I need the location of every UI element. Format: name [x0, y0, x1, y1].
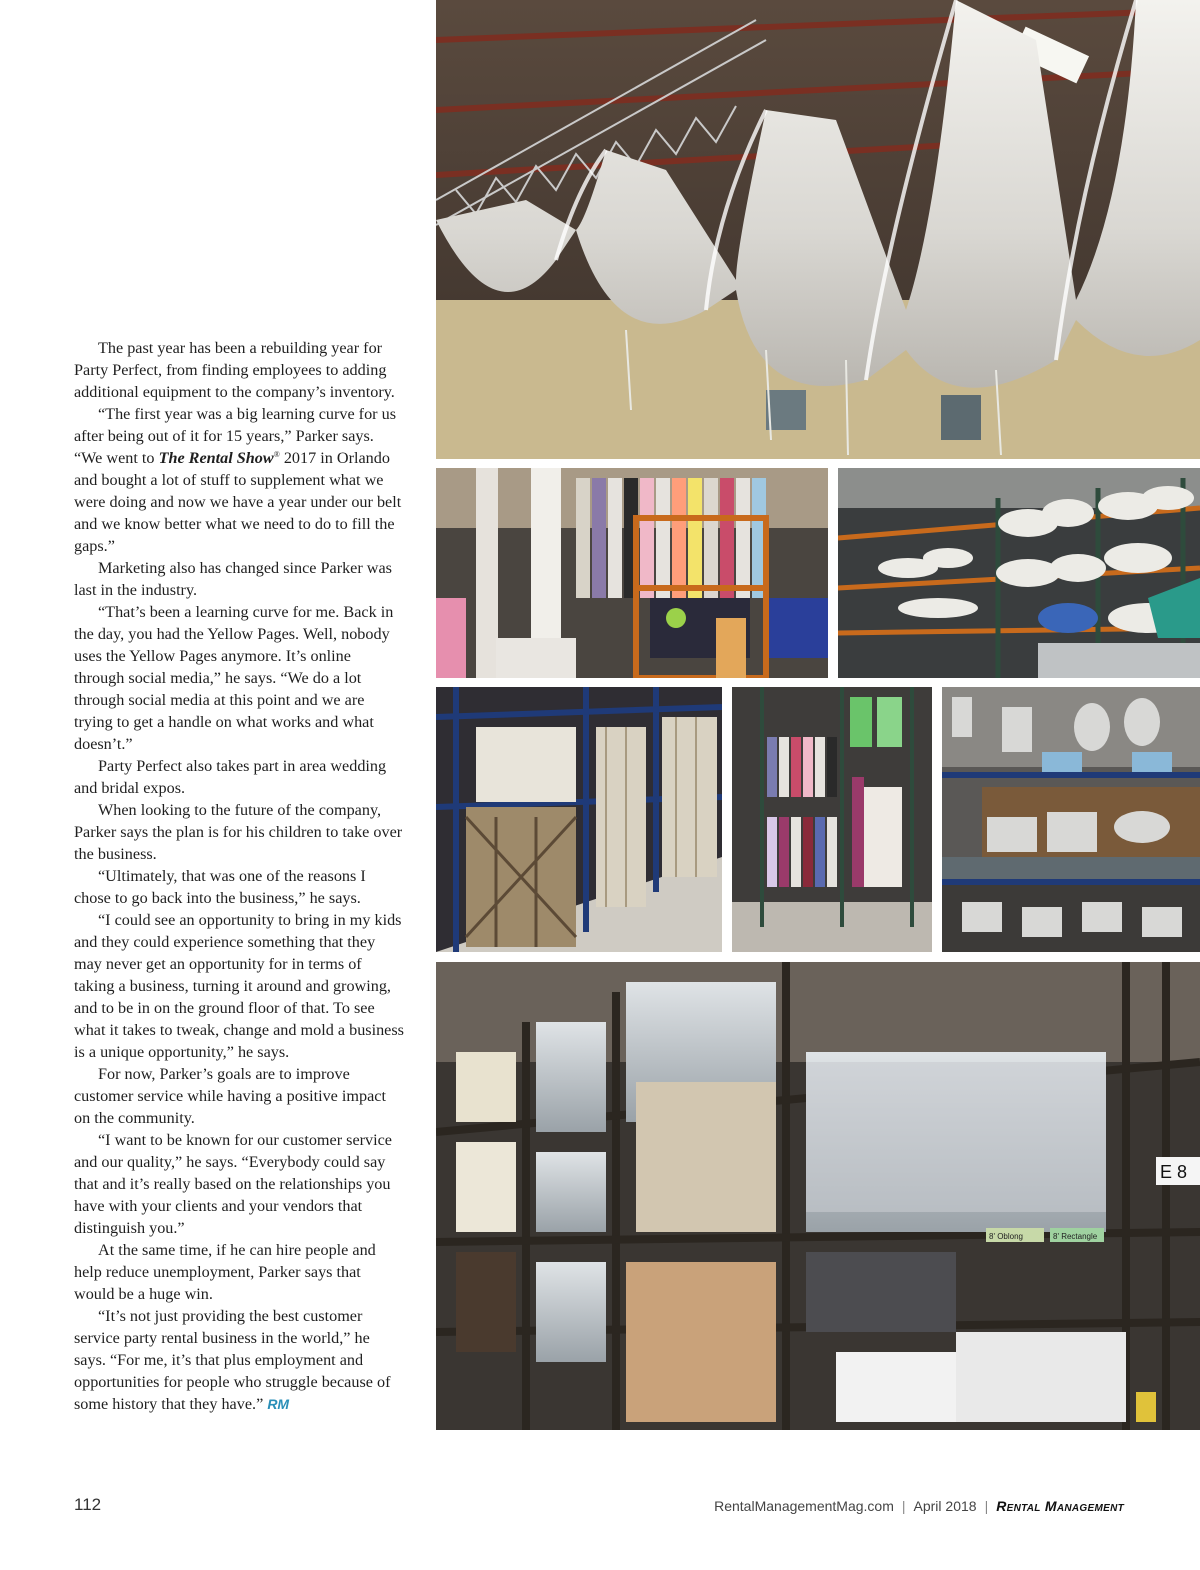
paragraph: When looking to the future of the company, Parker says the plan is for his children to take over the business.	[74, 801, 403, 863]
paragraph: “That’s been a learning curve for me. Back in the day, you had the Yellow Pages. Well, nobody uses the Yellow Pages anymore. It’s online through social media,” he says. “We do a lot through social media at this point and we are trying to get a handle on what works and what doesn’t.”	[74, 603, 394, 753]
paragraph: The past year has been a rebuilding year for Party Perfect, from finding employees to adding additional equipment to the company’s inventory.	[74, 339, 395, 401]
photo-wrapped-tables	[436, 962, 1200, 1430]
paragraph-text: 2017 in Orlando and bought a lot of stuff to supplement what we were doing and now we have a year under our belt and we know better what we need to do to fill the gaps.”	[74, 449, 402, 555]
paragraph: Marketing also has changed since Parker was last in the industry.	[74, 559, 392, 599]
registered-mark: ®	[273, 450, 280, 459]
issue-date: April 2018	[913, 1498, 977, 1514]
paragraph	[74, 403, 404, 557]
rack-tag: 8' Oblong	[989, 1232, 1023, 1241]
paragraph: For now, Parker’s goals are to improve customer service while having a positive impact on the community.	[74, 1065, 386, 1127]
paragraph: “Ultimately, that was one of the reasons I chose to go back into the business,” he says.	[74, 867, 366, 907]
site-url: RentalManagementMag.com	[714, 1498, 894, 1514]
rack-tag: E 8	[1160, 1162, 1188, 1182]
magazine-name: Rental Management	[996, 1498, 1124, 1514]
event-name: The Rental Show	[158, 449, 274, 467]
running-footer	[714, 1498, 1124, 1514]
photo-ceiling-drapes	[436, 0, 1200, 459]
paragraph: “I want to be known for our customer service and our quality,” he says. “Everybody could say that and it’s really based on the relationships you have with your clients and your vendors that distinguish you.”	[74, 1131, 392, 1237]
paragraph-text: “The first year was a big learning curve for us after being out of it for 15 years,” Parker says. “We went to	[74, 405, 396, 467]
footer-separator: |	[984, 1498, 989, 1514]
photo-linen-racks	[436, 468, 828, 678]
photo-hanging-linens	[732, 687, 932, 952]
photo-chafing-dishes	[942, 687, 1200, 952]
paragraph: “I could see an opportunity to bring in my kids and they could experience something that they may never get an opportunity for in terms of taking a business, turning it around and growing, and to be in on the ground floor of that. To see what it takes to tweak, change and mold a business is a unique opportunity,” he says.	[74, 911, 404, 1061]
photo-shelving-bags	[838, 468, 1200, 678]
rack-tag: 8' Rectangle	[1053, 1232, 1098, 1241]
paragraph: At the same time, if he can hire people and help reduce unemployment, Parker says that would be a huge win.	[74, 1241, 376, 1303]
page-number: 112	[74, 1495, 102, 1514]
paragraph-text: “It’s not just providing the best customer service party rental business in the world,” he says. “For me, it’s that plus employment and opportunities for people who struggle because of some history that they have.”	[74, 1307, 391, 1413]
article-body	[74, 337, 404, 1415]
paragraph: Party Perfect also takes part in area wedding and bridal expos.	[74, 757, 387, 797]
footer-separator: |	[901, 1498, 906, 1514]
end-mark: RM	[267, 1396, 290, 1412]
paragraph	[74, 1305, 404, 1415]
photo-stacked-chairs	[436, 687, 722, 952]
